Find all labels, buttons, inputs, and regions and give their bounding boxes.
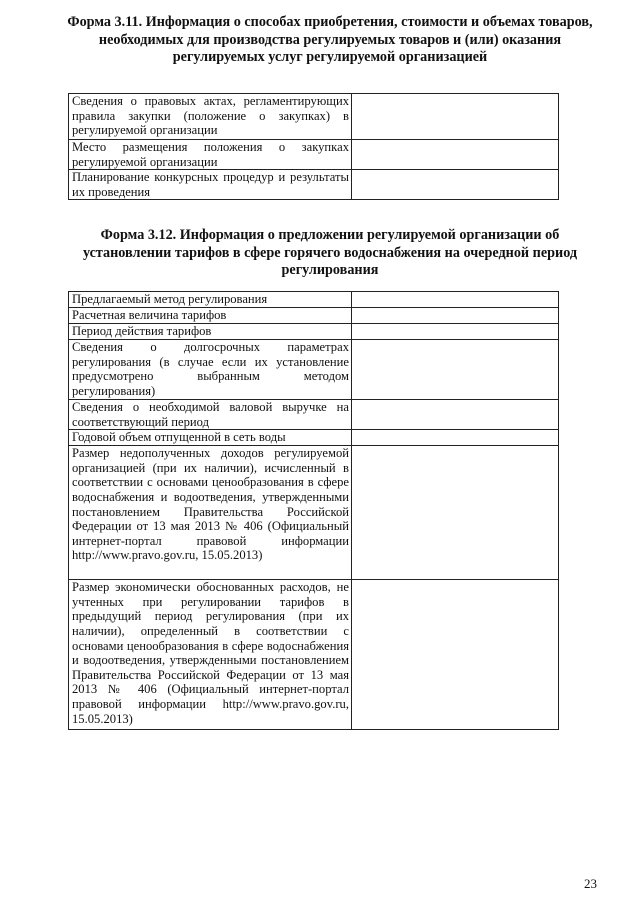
row-value: [352, 446, 559, 580]
row-value: [352, 94, 559, 140]
row-label: Расчетная величина тарифов: [69, 308, 352, 324]
row-label: Размер недополученных доходов регулируемой организацией (при их наличии), исчисленный в соответствии с основами ценообразования в сфере водоснабжения и водоотведения, утвержденными постановлением Правительства Российской Федерации от 13 мая 2013 № 406 (Официальный интернет-портал правовой информации http://www.pravo.gov.ru, 15.05.2013): [69, 446, 352, 580]
table-row: [69, 400, 559, 430]
row-value: [352, 324, 559, 340]
row-label: Планирование конкурсных процедур и результаты их проведения: [69, 170, 352, 200]
table-row: [69, 94, 559, 140]
table-row: [69, 292, 559, 308]
page-number: 23: [584, 876, 597, 891]
table-row: [69, 324, 559, 340]
form-3-11-table: [68, 93, 559, 200]
row-value: [352, 430, 559, 446]
form-3-12-table: [68, 291, 559, 730]
row-label: Предлагаемый метод регулирования: [69, 292, 352, 308]
table-row: [69, 140, 559, 170]
form-3-11-title: Форма 3.11. Информация о способах приобретения, стоимости и объемах товаров, необходимых для производства регулируемых товаров и (или) оказания регулируемых услуг регулируемой организацией: [67, 14, 593, 65]
row-value: [352, 140, 559, 170]
row-label: Сведения о долгосрочных параметрах регулирования (в случае если их установление предусмотрено выбранным методом регулирования): [69, 340, 352, 400]
row-label: Сведения о правовых актах, регламентирующих правила закупки (положение о закупках) в регулируемой организации: [69, 94, 352, 140]
row-value: [352, 400, 559, 430]
table-row: [69, 340, 559, 400]
table-row: [69, 170, 559, 200]
table-row: [69, 430, 559, 446]
row-value: [352, 340, 559, 400]
table-row: [69, 308, 559, 324]
row-value: [352, 170, 559, 200]
table-row: [69, 446, 559, 580]
row-label: Сведения о необходимой валовой выручке на соответствующий период: [69, 400, 352, 430]
row-label: Место размещения положения о закупках регулируемой организации: [69, 140, 352, 170]
row-label: Размер экономически обоснованных расходов, не учтенных при регулировании тарифов в предыдущий период регулирования (при их наличии), определенный в соответствии с основами ценообразования в сфере водоснабжения и водоотведения, утвержденными постановлением Правительства Российской Федерации от 13 мая 2013 № 406 (Официальный интернет-портал правовой информации http://www.pravo.gov.ru, 15.05.2013): [69, 580, 352, 730]
table-row: [69, 580, 559, 730]
row-value: [352, 580, 559, 730]
form-3-12-title: Форма 3.12. Информация о предложении регулируемой организации об установлении тарифов в сфере горячего водоснабжения на очередной период регулирования: [82, 227, 578, 278]
row-value: [352, 292, 559, 308]
row-label: Период действия тарифов: [69, 324, 352, 340]
row-value: [352, 308, 559, 324]
row-label: Годовой объем отпущенной в сеть воды: [69, 430, 352, 446]
